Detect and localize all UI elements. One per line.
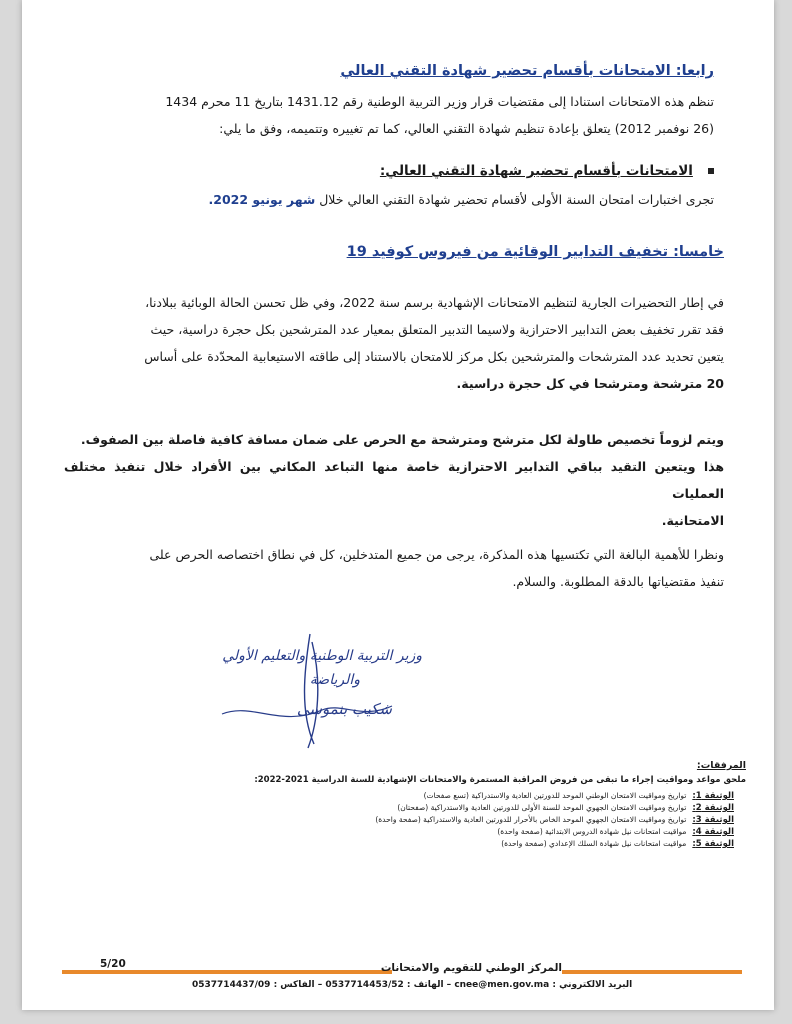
p3-line2: تنفيذ مقتضياتها بالدقة المطلوبة. والسلام. xyxy=(512,574,724,589)
p1-line1: في إطار التحضيرات الجارية لتنظيم الامتحانات الإشهادية برسم سنة 2022، وفي ظل تحسن الحالة الوبائية ببلادنا، xyxy=(145,295,724,310)
section4-paragraph xyxy=(74,88,714,142)
footer-contact: البريد الالكتروني : cnee@men.gov.ma – الهاتف : 0537714453/52 – الفاكس : 0537714437/09 xyxy=(192,980,633,990)
bullet-icon xyxy=(708,168,714,174)
annex-item: الوثيقة 5:مواقيت امتحانات نيل شهادة السلك الإعدادي (صفحة واحدة) xyxy=(501,839,734,849)
signature-line2: والرياضة xyxy=(309,672,360,688)
section4-para-line2: (26 نوفمبر 2012) يتعلق بإعادة تنظيم شهادة التقني العالي، كما تم تغييره وتتميمه، وفق ما يلي: xyxy=(219,121,714,136)
signature-block xyxy=(192,632,432,752)
section4-exam-text xyxy=(209,186,714,213)
footer-center-name: المركز الوطني للتقويم والامتحانات xyxy=(380,962,562,974)
exam-date: شهر يونيو 2022. xyxy=(208,192,316,207)
section4-heading: رابعا: الامتحانات بأقسام تحضير شهادة التقني العالي xyxy=(340,63,714,79)
p1-line2: فقد تقرر تخفيف بعض التدابير الاحترازية ولاسيما التدبير المتعلق بمعيار عدد المترشحين بكل حجرة دراسية، حيث xyxy=(150,322,724,337)
annex-item: الوثيقة 2:تواريخ ومواقيت الامتحان الجهوي الموحد للسنة الأولى للدورتين العادية والاستدراكية (صفحتان) xyxy=(397,803,734,813)
document-page xyxy=(22,0,774,1010)
annex-item: الوثيقة 4:مواقيت امتحانات نيل شهادة الدروس الابتدائية (صفحة واحدة) xyxy=(497,827,734,837)
p2-line2: هذا ويتعين التقيد بباقي التدابير الاحترازية خاصة منها التباعد المكاني بين الأفراد خلال تنفيذ مختلف العمليات xyxy=(64,459,724,501)
p1-line4: 20 مترشحة ومترشحا في كل حجرة دراسية. xyxy=(456,376,724,391)
section4-para-line1: تنظم هذه الامتحانات استنادا إلى مقتضيات قرار وزير التربية الوطنية رقم 1431.12 بتاريخ 11 محرم 1434 xyxy=(165,94,714,109)
p2-line3: الامتحانية. xyxy=(661,513,724,528)
annex-list xyxy=(375,790,734,850)
section5-paragraph2 xyxy=(64,426,724,534)
annex-intro: ملحق مواعد ومواقيت إجراء ما تبقى من فروض المراقبة المستمرة والامتحانات الإشهادية للسنة الدراسية 2021-2022: xyxy=(254,775,746,785)
section4-bullet-item xyxy=(380,160,714,179)
section5-paragraph1 xyxy=(84,289,724,397)
footer-rule-right xyxy=(562,970,742,974)
section4-bullet-heading: الامتحانات بأقسام تحضير شهادة التقني العالي: xyxy=(379,163,693,179)
exam-text: تجرى اختبارات امتحان السنة الأولى لأقسام تحضير شهادة التقني العالي خلال xyxy=(315,192,714,207)
footer-rule-left xyxy=(62,970,392,974)
section5-heading: خامسا: تخفيف التدابير الوقائية من فيروس كوفيد 19 xyxy=(346,244,724,260)
annex-title: المرفقات: xyxy=(696,760,746,771)
handwritten-signature-icon xyxy=(192,632,432,752)
p3-line1: ونظرا للأهمية البالغة التي تكتسيها هذه المذكرة، يرجى من جميع المتدخلين، كل في نطاق اختصاصه الحرص على xyxy=(149,547,724,562)
page-number: 5/20 xyxy=(100,958,126,970)
signature-name: شكيب بنموسى xyxy=(296,700,392,718)
annex-item: الوثيقة 1:تواريخ ومواقيت الامتحان الوطني الموحد للدورتين العادية والاستدراكية (تسع صفحات) xyxy=(423,791,734,801)
annex-item: الوثيقة 3:تواريخ ومواقيت الامتحان الجهوي الموحد الخاص بالأحرار للدورتين العادية والاستدراكية (صفحة واحدة) xyxy=(375,815,734,825)
section5-paragraph3 xyxy=(64,541,724,595)
p2-line1: ويتم لزوماً تخصيص طاولة لكل مترشح ومترشحة مع الحرص على ضمان مسافة كافية فاصلة بين الصفوف. xyxy=(80,432,724,447)
p1-line3: يتعين تحديد عدد المترشحات والمترشحين بكل مركز للامتحان بالاستناد إلى طاقته الاستيعابية المحدّدة على أساس xyxy=(144,349,724,364)
signature-line1: وزير التربية الوطنية والتعليم الأولي xyxy=(222,648,422,664)
